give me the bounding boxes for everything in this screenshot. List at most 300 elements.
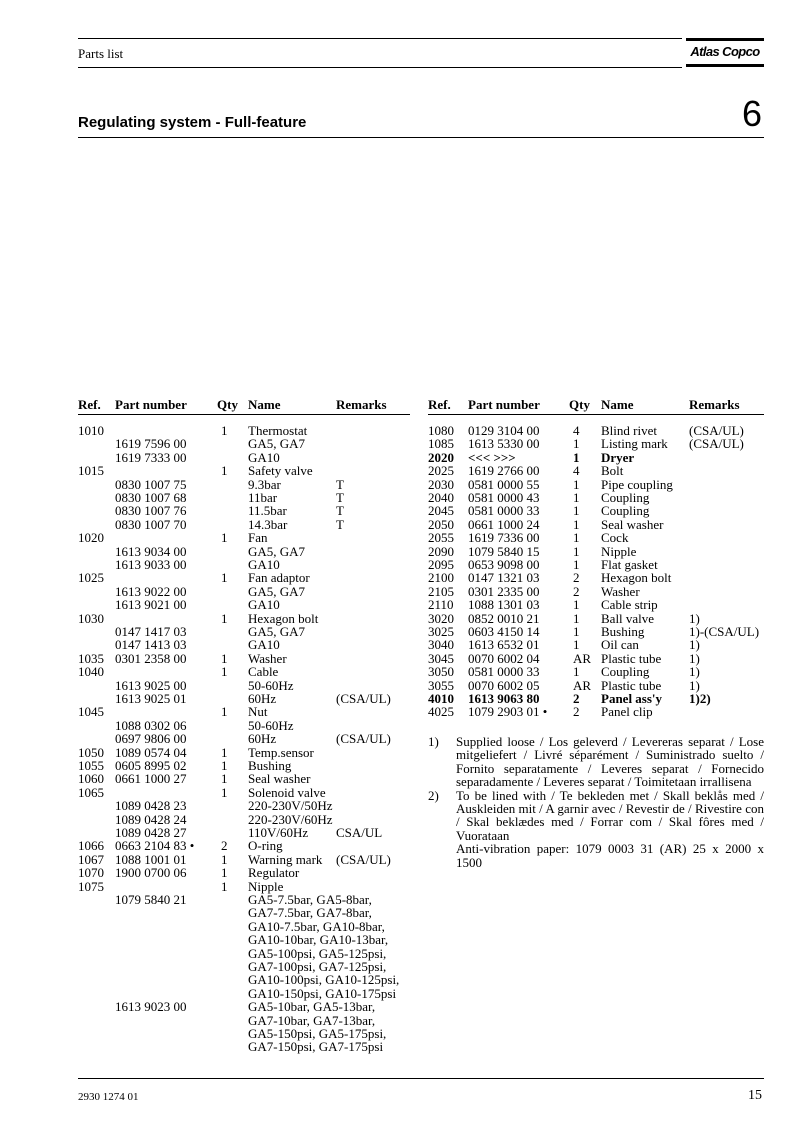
footnote-text: Anti-vibration paper: 1079 0003 31 (AR) 25 x 2000 x 1500 xyxy=(456,841,764,870)
remarks-cell: T xyxy=(336,516,344,532)
ref-cell: 1035 xyxy=(78,650,104,666)
name-cell: Temp.sensor xyxy=(248,744,314,760)
part-number-cell: 1613 5330 00 xyxy=(468,436,540,452)
name-cell: GA5-7.5bar, GA5-8bar, xyxy=(248,892,372,907)
table-row xyxy=(78,437,410,450)
table-row xyxy=(78,866,410,879)
ref-cell: 1060 xyxy=(78,771,104,787)
col-qty: Qty xyxy=(217,397,238,412)
footnote xyxy=(428,735,764,789)
qty-cell: 2 xyxy=(573,583,580,599)
part-number-cell: 1088 1301 03 xyxy=(468,597,540,613)
ref-cell: 2020 xyxy=(428,449,454,465)
table-row xyxy=(428,692,764,705)
part-number-cell: 0603 4150 14 xyxy=(468,624,540,639)
header-title: Parts list xyxy=(78,46,124,61)
qty-cell: 1 xyxy=(573,610,580,626)
remarks-cell: (CSA/UL) xyxy=(336,691,391,706)
name-cell: 11bar xyxy=(248,490,278,505)
col-part-number: Part number xyxy=(115,397,187,412)
table-row xyxy=(78,786,410,799)
qty-cell: 1 xyxy=(573,503,580,519)
ref-cell: 2045 xyxy=(428,503,454,519)
table-row xyxy=(428,652,764,665)
name-cell: 9.3bar xyxy=(248,476,281,492)
part-number-cell: 1613 9033 00 xyxy=(115,557,187,572)
qty-cell: 1 xyxy=(221,851,228,867)
name-cell: Plastic tube xyxy=(601,677,662,693)
ref-cell: 1015 xyxy=(78,463,104,479)
ref-cell: 3055 xyxy=(428,677,454,693)
table-row xyxy=(78,1014,410,1027)
name-cell: 220-230V/60Hz xyxy=(248,811,333,827)
table-row xyxy=(428,531,764,544)
name-cell: 110V/60Hz xyxy=(248,825,309,840)
remarks-cell: 1) xyxy=(689,610,700,626)
col-part-number: Part number xyxy=(468,397,540,412)
table-row xyxy=(78,880,410,893)
name-cell: Coupling xyxy=(601,664,650,680)
name-cell: GA5-10bar, GA5-13bar, xyxy=(248,999,376,1015)
qty-cell: 1 xyxy=(221,610,228,626)
footnote-number: 1) xyxy=(428,734,439,749)
table-row xyxy=(78,947,410,960)
ref-cell: 4010 xyxy=(428,691,454,706)
table-row xyxy=(78,491,410,504)
table-row xyxy=(78,839,410,852)
name-cell: GA7-7.5bar, GA7-8bar, xyxy=(248,905,372,921)
part-number-cell: 0661 1000 24 xyxy=(468,516,540,532)
name-cell: 50-60Hz xyxy=(248,717,294,733)
qty-cell: 1 xyxy=(221,664,228,680)
name-cell: Pipe coupling xyxy=(601,476,673,492)
name-cell: Bolt xyxy=(601,463,624,479)
table-row xyxy=(78,893,410,906)
qty-cell: 1 xyxy=(573,436,580,452)
name-cell: Dryer xyxy=(601,449,635,465)
atlas-copco-logo xyxy=(686,38,764,68)
col-remarks: Remarks xyxy=(336,397,387,412)
table-row xyxy=(78,504,410,517)
name-cell: Plastic tube xyxy=(601,650,662,666)
part-number-cell: 0605 8995 02 xyxy=(115,758,187,773)
name-cell: GA5, GA7 xyxy=(248,436,306,452)
table-row xyxy=(78,1040,410,1053)
part-number-cell: 1613 9034 00 xyxy=(115,543,187,559)
part-number-cell: <<< >>> xyxy=(468,449,516,465)
qty-cell: 1 xyxy=(221,463,228,479)
table-row xyxy=(78,920,410,933)
name-cell: 60Hz xyxy=(248,691,277,706)
table-row xyxy=(78,518,410,531)
name-cell: Coupling xyxy=(601,503,650,519)
remarks-cell: (CSA/UL) xyxy=(336,731,391,747)
ref-cell: 1065 xyxy=(78,784,104,800)
ref-cell: 1025 xyxy=(78,570,104,586)
section-rule xyxy=(78,137,764,138)
qty-cell: 1 xyxy=(221,784,228,800)
part-number-cell: 0830 1007 75 xyxy=(115,476,187,492)
table-row xyxy=(428,598,764,611)
footnote-text: Supplied loose / Los geleverd / Levereras separat / Lose mitgeliefert / Livré séparément / Suministrado suelto / Fornito separatamente / Leveres separat / Fornecido separadamente / Leveres separat / Toimitetaan irrallisena xyxy=(456,734,764,790)
name-cell: 220-230V/50Hz xyxy=(248,798,333,814)
qty-cell: AR xyxy=(573,677,592,693)
qty-cell: 1 xyxy=(221,530,228,546)
table-row xyxy=(78,933,410,946)
qty-cell: 1 xyxy=(573,664,580,680)
name-cell: Hexagon bolt xyxy=(248,610,319,626)
part-number-cell: 1089 0428 24 xyxy=(115,811,187,827)
table-row xyxy=(78,973,410,986)
qty-cell: 2 xyxy=(221,838,228,854)
part-number-cell: 1089 0428 23 xyxy=(115,798,187,814)
col-name: Name xyxy=(601,397,634,412)
part-number-cell: 0147 1413 03 xyxy=(115,637,187,653)
remarks-cell: 1)2) xyxy=(689,691,711,706)
qty-cell: 1 xyxy=(221,878,228,894)
ref-cell: 1040 xyxy=(78,664,104,680)
part-number-cell: 0663 2104 83 • xyxy=(115,838,195,854)
part-number-cell: 1619 2766 00 xyxy=(468,463,540,479)
qty-cell: 1 xyxy=(573,449,580,465)
qty-cell: 1 xyxy=(573,637,580,653)
remarks-cell: CSA/UL xyxy=(336,825,383,840)
name-cell: Safety valve xyxy=(248,463,313,479)
name-cell: GA5-100psi, GA5-125psi, xyxy=(248,945,387,961)
table-row xyxy=(78,464,410,477)
table-row xyxy=(78,652,410,665)
name-cell: Oil can xyxy=(601,637,639,653)
part-number-cell: 1619 7596 00 xyxy=(115,436,187,452)
part-number-cell: 0129 3104 00 xyxy=(468,423,540,438)
name-cell: GA5-150psi, GA5-175psi, xyxy=(248,1026,387,1041)
qty-cell: 1 xyxy=(573,543,580,559)
remarks-cell: T xyxy=(336,503,344,519)
ref-cell: 2100 xyxy=(428,570,454,586)
qty-cell: 1 xyxy=(573,476,580,492)
ref-cell: 2040 xyxy=(428,490,454,505)
name-cell: Bushing xyxy=(601,624,645,639)
table-row xyxy=(78,424,410,437)
name-cell: Seal washer xyxy=(601,516,664,532)
parts-table-left xyxy=(78,397,410,1067)
header-top-rule xyxy=(78,38,682,39)
name-cell: GA10 xyxy=(248,597,280,613)
part-number-cell: 1613 6532 01 xyxy=(468,637,540,653)
table-row xyxy=(78,1027,410,1040)
section-number: 6 xyxy=(741,93,762,134)
part-number-cell: 0581 0000 55 xyxy=(468,476,540,492)
part-number-cell: 0653 9098 00 xyxy=(468,557,540,572)
table-row xyxy=(78,960,410,973)
name-cell: Ball valve xyxy=(601,610,655,626)
table-row xyxy=(78,665,410,678)
ref-cell: 3040 xyxy=(428,637,454,653)
qty-cell: 1 xyxy=(221,650,228,666)
name-cell: Nipple xyxy=(601,543,637,559)
name-cell: Warning mark xyxy=(248,851,323,867)
name-cell: GA5, GA7 xyxy=(248,583,306,599)
table-row xyxy=(78,1000,410,1013)
remarks-cell: 1) xyxy=(689,637,700,653)
footer-rule xyxy=(78,1078,764,1079)
table-row xyxy=(428,612,764,625)
ref-cell: 1010 xyxy=(78,423,104,438)
part-number-cell: 1613 9025 01 xyxy=(115,691,187,706)
table-row xyxy=(428,518,764,531)
ref-cell: 2090 xyxy=(428,543,454,559)
table-row xyxy=(78,987,410,1000)
name-cell: Hexagon bolt xyxy=(601,570,672,586)
part-number-cell: 1079 5840 15 xyxy=(468,543,540,559)
name-cell: Cock xyxy=(601,530,629,546)
name-cell: GA10-150psi, GA10-175psi xyxy=(248,985,397,1001)
part-number-cell: 0147 1321 03 xyxy=(468,570,540,586)
footnote xyxy=(428,789,764,843)
ref-cell: 2055 xyxy=(428,530,454,546)
table-row xyxy=(428,464,764,477)
qty-cell: 4 xyxy=(573,463,580,479)
remarks-cell: T xyxy=(336,490,344,505)
part-number-cell: 0697 9806 00 xyxy=(115,731,187,747)
logo-text: Atlas Copco xyxy=(690,44,760,59)
table-row xyxy=(78,853,410,866)
part-number-cell: 1079 2903 01 • xyxy=(468,704,548,720)
table-row xyxy=(78,598,410,611)
qty-cell: 1 xyxy=(221,423,228,438)
table-row xyxy=(78,799,410,812)
ref-cell: 1055 xyxy=(78,758,104,773)
part-number-cell: 1088 0302 06 xyxy=(115,717,187,733)
table-row xyxy=(78,558,410,571)
qty-cell: 1 xyxy=(573,516,580,532)
ref-cell: 2030 xyxy=(428,476,454,492)
footnote-text: To be lined with / Te bekleden met / Skall beklås med / Auskleiden mit / A garnir avec / Revestir de / Rivestire con / Skal beklædes med / Forrar com / Skal fôres med / Vuorataan xyxy=(456,787,764,843)
ref-cell: 2110 xyxy=(428,597,454,613)
name-cell: GA10-7.5bar, GA10-8bar, xyxy=(248,918,385,934)
name-cell: Washer xyxy=(601,583,640,599)
name-cell: Coupling xyxy=(601,490,650,505)
name-cell: Bushing xyxy=(248,758,292,773)
name-cell: GA10 xyxy=(248,449,280,465)
ref-cell: 2050 xyxy=(428,516,454,532)
ref-cell: 2105 xyxy=(428,583,454,599)
qty-cell: 1 xyxy=(221,758,228,773)
table-row xyxy=(78,585,410,598)
name-cell: GA5, GA7 xyxy=(248,543,306,559)
ref-cell: 3020 xyxy=(428,610,454,626)
table-row xyxy=(78,571,410,584)
name-cell: GA7-10bar, GA7-13bar, xyxy=(248,1012,376,1028)
name-cell: 60Hz xyxy=(248,731,277,747)
table-row xyxy=(78,531,410,544)
name-cell: GA10-10bar, GA10-13bar, xyxy=(248,932,389,948)
name-cell: GA10-100psi, GA10-125psi, xyxy=(248,972,400,988)
name-cell: Solenoid valve xyxy=(248,784,326,800)
name-cell: Fan xyxy=(248,530,268,546)
ref-cell: 1070 xyxy=(78,865,104,881)
qty-cell: 1 xyxy=(573,624,580,639)
name-cell: Regulator xyxy=(248,865,300,881)
part-number-cell: 1900 0700 06 xyxy=(115,865,187,881)
ref-cell: 2095 xyxy=(428,557,454,572)
document-number: 2930 1274 01 xyxy=(78,1091,139,1103)
table-row xyxy=(428,705,764,718)
remarks-cell: (CSA/UL) xyxy=(336,851,391,867)
table-row xyxy=(428,558,764,571)
table-row xyxy=(78,746,410,759)
part-number-cell: 0830 1007 68 xyxy=(115,490,187,505)
part-number-cell: 1088 1001 01 xyxy=(115,851,187,867)
section-title: Regulating system - Full-feature xyxy=(78,114,307,131)
part-number-cell: 0830 1007 70 xyxy=(115,516,187,532)
qty-cell: 1 xyxy=(573,557,580,572)
part-number-cell: 0070 6002 05 xyxy=(468,677,540,693)
ref-cell: 1067 xyxy=(78,851,104,867)
table-row xyxy=(428,571,764,584)
qty-cell: 4 xyxy=(573,423,580,438)
ref-cell: 1030 xyxy=(78,610,104,626)
ref-cell: 3025 xyxy=(428,624,454,639)
table-row xyxy=(78,759,410,772)
name-cell: Nipple xyxy=(248,878,284,894)
qty-cell: 1 xyxy=(221,570,228,586)
part-number-cell: 0070 6002 04 xyxy=(468,650,540,666)
page-number: 15 xyxy=(748,1088,762,1103)
part-number-cell: 1613 9023 00 xyxy=(115,999,187,1015)
part-number-cell: 1079 5840 21 xyxy=(115,892,187,907)
table-row xyxy=(78,679,410,692)
qty-cell: 1 xyxy=(221,744,228,760)
col-qty: Qty xyxy=(569,397,590,412)
table-row xyxy=(428,451,764,464)
footnote xyxy=(428,842,764,869)
name-cell: Listing mark xyxy=(601,436,668,452)
qty-cell: 1 xyxy=(573,597,580,613)
table-row xyxy=(428,638,764,651)
name-cell: Blind rivet xyxy=(601,423,657,438)
remarks-cell: 1) xyxy=(689,677,700,693)
part-number-cell: 0581 0000 33 xyxy=(468,664,540,680)
ref-cell: 1085 xyxy=(428,436,454,452)
remarks-cell: (CSA/UL) xyxy=(689,423,744,438)
name-cell: GA7-100psi, GA7-125psi, xyxy=(248,959,387,974)
qty-cell: 1 xyxy=(221,704,228,720)
table-row xyxy=(78,732,410,745)
table-row xyxy=(428,625,764,638)
name-cell: GA10 xyxy=(248,557,280,572)
footnote-number: 2) xyxy=(428,787,439,803)
part-number-cell: 1619 7336 00 xyxy=(468,530,540,546)
col-ref: Ref. xyxy=(428,397,451,412)
part-number-cell: 0852 0010 21 xyxy=(468,610,540,626)
name-cell: Seal washer xyxy=(248,771,311,787)
qty-cell: 2 xyxy=(573,691,580,706)
qty-cell: 2 xyxy=(573,570,580,586)
header-bottom-rule xyxy=(78,67,682,68)
remarks-cell: 1) xyxy=(689,650,700,666)
name-cell: 11.5bar xyxy=(248,503,287,519)
table-row xyxy=(78,478,410,491)
qty-cell: AR xyxy=(573,650,592,666)
part-number-cell: 0301 2335 00 xyxy=(468,583,540,599)
table-row xyxy=(78,638,410,651)
name-cell: GA7-150psi, GA7-175psi xyxy=(248,1039,384,1055)
remarks-cell: 1) xyxy=(689,664,700,680)
ref-cell: 3050 xyxy=(428,664,454,680)
part-number-cell: 0301 2358 00 xyxy=(115,650,187,666)
name-cell: Nut xyxy=(248,704,268,720)
name-cell: GA5, GA7 xyxy=(248,624,306,639)
table-row xyxy=(428,679,764,692)
col-remarks: Remarks xyxy=(689,397,740,412)
part-number-cell: 1613 9025 00 xyxy=(115,677,187,693)
name-cell: Panel clip xyxy=(601,704,653,720)
name-cell: 14.3bar xyxy=(248,516,288,532)
table-row xyxy=(78,612,410,625)
table-row xyxy=(78,625,410,638)
table-header-rule xyxy=(428,414,764,415)
table-row xyxy=(428,665,764,678)
part-number-cell: 0830 1007 76 xyxy=(115,503,187,519)
footnotes xyxy=(428,735,764,869)
table-row xyxy=(78,719,410,732)
col-name: Name xyxy=(248,397,281,412)
table-row xyxy=(78,451,410,464)
col-ref: Ref. xyxy=(78,397,101,412)
qty-cell: 1 xyxy=(573,490,580,505)
table-row xyxy=(428,545,764,558)
table-header-rule xyxy=(78,414,410,415)
name-cell: O-ring xyxy=(248,838,283,854)
part-number-cell: 0581 0000 43 xyxy=(468,490,540,505)
name-cell: Cable strip xyxy=(601,597,658,613)
part-number-cell: 1613 9021 00 xyxy=(115,597,187,613)
remarks-cell: T xyxy=(336,476,344,492)
name-cell: GA10 xyxy=(248,637,280,653)
part-number-cell: 1089 0428 27 xyxy=(115,825,187,840)
table-row xyxy=(428,424,764,437)
qty-cell: 2 xyxy=(573,704,580,720)
part-number-cell: 1619 7333 00 xyxy=(115,449,187,465)
ref-cell: 1020 xyxy=(78,530,104,546)
table-row xyxy=(78,906,410,919)
remarks-cell: 1)-(CSA/UL) xyxy=(689,624,760,639)
table-row xyxy=(428,478,764,491)
name-cell: Washer xyxy=(248,650,287,666)
table-row xyxy=(78,545,410,558)
ref-cell: 2025 xyxy=(428,463,454,479)
part-number-cell: 1089 0574 04 xyxy=(115,744,187,760)
qty-cell: 1 xyxy=(573,530,580,546)
name-cell: Cable xyxy=(248,664,279,680)
qty-cell: 1 xyxy=(221,771,228,787)
table-row xyxy=(78,772,410,785)
parts-table-right xyxy=(428,397,764,727)
name-cell: Fan adaptor xyxy=(248,570,310,586)
part-number-cell: 1613 9063 80 xyxy=(468,691,540,706)
part-number-cell: 0581 0000 33 xyxy=(468,503,540,519)
table-row xyxy=(428,585,764,598)
ref-cell: 1075 xyxy=(78,878,104,894)
ref-cell: 4025 xyxy=(428,704,454,720)
part-number-cell: 0661 1000 27 xyxy=(115,771,187,787)
ref-cell: 1080 xyxy=(428,423,454,438)
remarks-cell: (CSA/UL) xyxy=(689,436,744,452)
ref-cell: 1045 xyxy=(78,704,104,720)
name-cell: Flat gasket xyxy=(601,557,658,572)
table-row xyxy=(428,437,764,450)
